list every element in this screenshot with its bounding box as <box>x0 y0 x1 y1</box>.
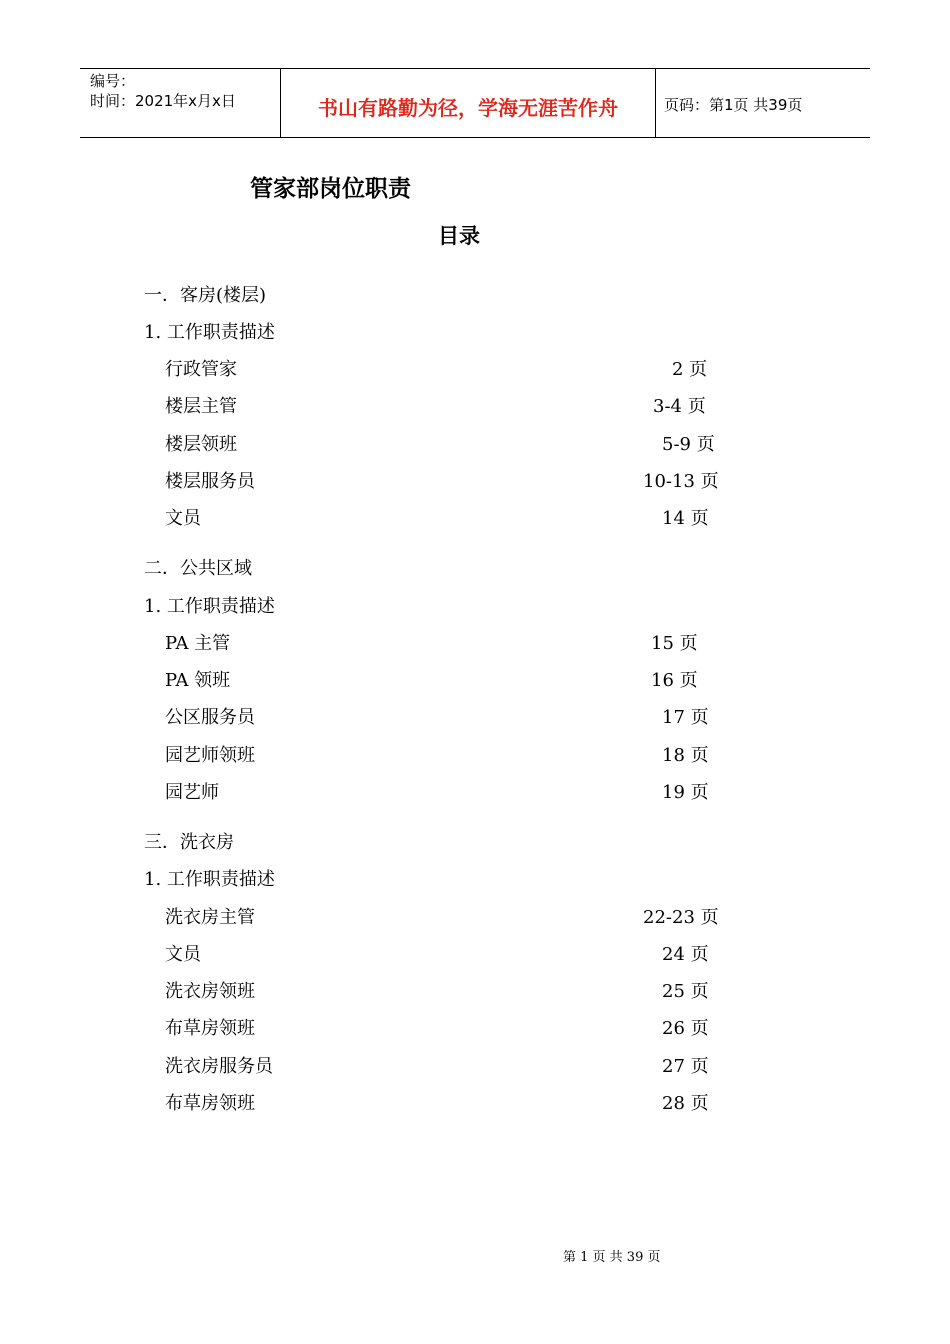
section-heading: 三．洗衣房 <box>144 832 234 853</box>
toc-item-label: PA 主管 <box>165 633 231 654</box>
toc-item-label: 楼层领班 <box>165 434 237 455</box>
toc-item-label: 洗衣房领班 <box>165 981 255 1002</box>
toc-item-label: 文员 <box>165 508 201 529</box>
toc-item-label: 楼层主管 <box>165 396 237 417</box>
page-info: 页码：第1页 共39页 <box>664 95 803 114</box>
toc-item-label: 布草房领班 <box>165 1018 255 1039</box>
date-label: 时间：2021年x月x日 <box>90 92 236 110</box>
motto: 书山有路勤为径，学海无涯苦作舟 <box>318 95 618 120</box>
toc-item-pages: 22-23 页 <box>643 907 719 928</box>
toc-item-label: 洗衣房服务员 <box>165 1056 273 1077</box>
toc-item-pages: 5-9 页 <box>662 434 715 455</box>
section-subheading: 1. 工作职责描述 <box>144 596 275 617</box>
toc-item-pages: 10-13 页 <box>643 471 719 492</box>
toc-item-pages: 17 页 <box>662 707 709 728</box>
section-heading: 二．公共区域 <box>144 558 252 579</box>
toc-item-pages: 28 页 <box>662 1093 709 1114</box>
toc-item-label: 园艺师 <box>165 782 219 803</box>
document-title: 管家部岗位职责 <box>250 176 411 202</box>
toc-item-label: 布草房领班 <box>165 1093 255 1114</box>
toc-item-label: 园艺师领班 <box>165 745 255 766</box>
toc-item-pages: 25 页 <box>662 981 709 1002</box>
section-heading: 一．客房(楼层) <box>144 285 267 306</box>
toc-item-pages: 14 页 <box>662 508 709 529</box>
toc-item-pages: 27 页 <box>662 1056 709 1077</box>
number-label: 编号： <box>90 72 136 90</box>
toc-item-pages: 3-4 页 <box>653 396 706 417</box>
toc-item-pages: 16 页 <box>651 670 698 691</box>
toc-item-pages: 18 页 <box>662 745 709 766</box>
section-subheading: 1. 工作职责描述 <box>144 322 275 343</box>
toc-item-label: 楼层服务员 <box>165 471 255 492</box>
toc-item-pages: 15 页 <box>651 633 698 654</box>
toc-item-label: 文员 <box>165 944 201 965</box>
toc-item-pages: 26 页 <box>662 1018 709 1039</box>
toc-item-label: 洗衣房主管 <box>165 907 255 928</box>
toc-title: 目录 <box>438 224 480 248</box>
toc-item-pages: 24 页 <box>662 944 709 965</box>
page-footer: 第 1 页 共 39 页 <box>563 1250 661 1265</box>
toc-item-label: PA 领班 <box>165 670 231 691</box>
toc-item-label: 行政管家 <box>165 359 237 380</box>
toc-item-label: 公区服务员 <box>165 707 255 728</box>
toc-item-pages: 2 页 <box>672 359 708 380</box>
section-subheading: 1. 工作职责描述 <box>144 869 275 890</box>
toc-item-pages: 19 页 <box>662 782 709 803</box>
